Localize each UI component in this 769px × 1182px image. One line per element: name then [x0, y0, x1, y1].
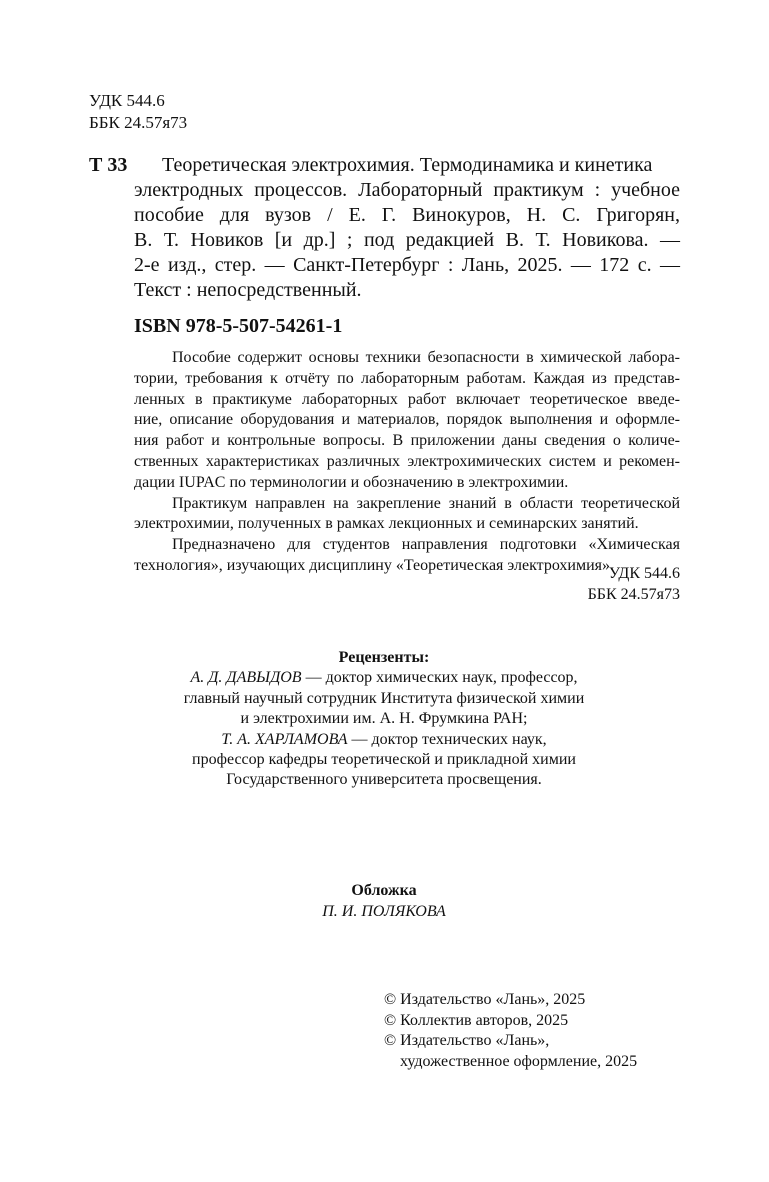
bbk-code: ББК 24.57я73 — [89, 113, 188, 132]
reviewer-affiliation: профессор кафедры теоретической и прикладной химии — [192, 751, 576, 769]
reviewer-credentials: — доктор химических наук, профессор, — [301, 669, 578, 687]
reviewer-affiliation: главный научный сотрудник Института физической химии — [183, 689, 585, 707]
copyright-line: © Коллектив авторов, 2025 — [384, 1011, 569, 1029]
bibliographic-description — [134, 153, 680, 303]
reviewer-entry — [134, 730, 634, 750]
classification-codes-top — [89, 90, 187, 134]
annotation-line: технология», изучающих дисциплину «Теоретическая электрохимия». — [134, 556, 615, 574]
biblio-line: Теоретическая электрохимия. Термодинамика и кинетика — [162, 154, 653, 176]
udk-code: УДК 544.6 — [89, 91, 165, 110]
bbk-code: ББК 24.57я73 — [587, 585, 680, 603]
cover-credit — [134, 880, 634, 922]
reviewer-name: А. Д. ДАВЫДОВ — [190, 669, 302, 687]
cover-title: Обложка — [351, 882, 417, 899]
annotation-line: электрохимии, полученных в рамках лекционных и семинарских занятий. — [134, 515, 639, 533]
copyright-block — [384, 990, 637, 1072]
isbn: ISBN 978-5-507-54261-1 — [134, 315, 343, 337]
biblio-line: Текст : непосредственный. — [134, 279, 362, 301]
reviewer-affiliation: Государственного университета просвещения. — [226, 771, 542, 789]
annotation-line: ния работ и контрольные вопросы. В приложении даны сведения о количе- — [134, 432, 680, 450]
annotation-line: ственных характеристиках различных электрохимических систем и рекомен- — [134, 452, 680, 470]
annotation-line: тории, требования к отчёту по лабораторным работам. Каждая из представ- — [134, 369, 680, 387]
biblio-line: В. Т. Новиков [и др.] ; под редакцией В. Т. Новикова. — — [134, 229, 680, 251]
annotation-line: Пособие содержит основы техники безопасности в химической лабора- — [172, 349, 680, 366]
annotation-line: дации IUPAC по терминологии и обозначению в электрохимии. — [134, 473, 569, 491]
reviewer-name: Т. А. ХАРЛАМОВА — [221, 730, 348, 748]
annotation-line: ленных в практикуме лабораторных работ включает теоретическое введе- — [134, 390, 680, 408]
annotation-line: ние, описание оборудования и материалов, порядок выполнения и оформле- — [134, 411, 680, 429]
reviewer-affiliation: и электрохимии им. А. Н. Фрумкина РАН; — [240, 710, 528, 728]
annotation-line: Практикум направлен на закрепление знаний в области теоретической — [172, 494, 680, 512]
reviewers-block — [134, 648, 634, 791]
reviewer-credentials: — доктор технических наук, — [347, 730, 547, 748]
biblio-line: пособие для вузов / Е. Г. Винокуров, Н. С. Григорян, — [134, 204, 680, 226]
author-sign: Т 33 — [89, 154, 128, 176]
annotation — [134, 348, 680, 577]
classification-codes-bottom — [480, 564, 680, 606]
reviewers-title: Рецензенты: — [338, 649, 430, 666]
cover-designer: П. И. ПОЛЯКОВА — [322, 903, 446, 920]
copyright-line: © Издательство «Лань», — [384, 1032, 550, 1050]
biblio-line: электродных процессов. Лабораторный практикум : учебное — [134, 179, 680, 201]
copyright-line: художественное оформление, 2025 — [400, 1052, 638, 1070]
udk-code: УДК 544.6 — [608, 565, 680, 582]
biblio-line: 2-е изд., стер. — Санкт-Петербург : Лань, 2025. — 172 с. — — [134, 254, 680, 276]
reviewer-entry — [134, 668, 634, 688]
copyright-line: © Издательство «Лань», 2025 — [384, 991, 586, 1008]
annotation-line: Предназначено для студентов направления подготовки «Химическая — [172, 536, 680, 554]
